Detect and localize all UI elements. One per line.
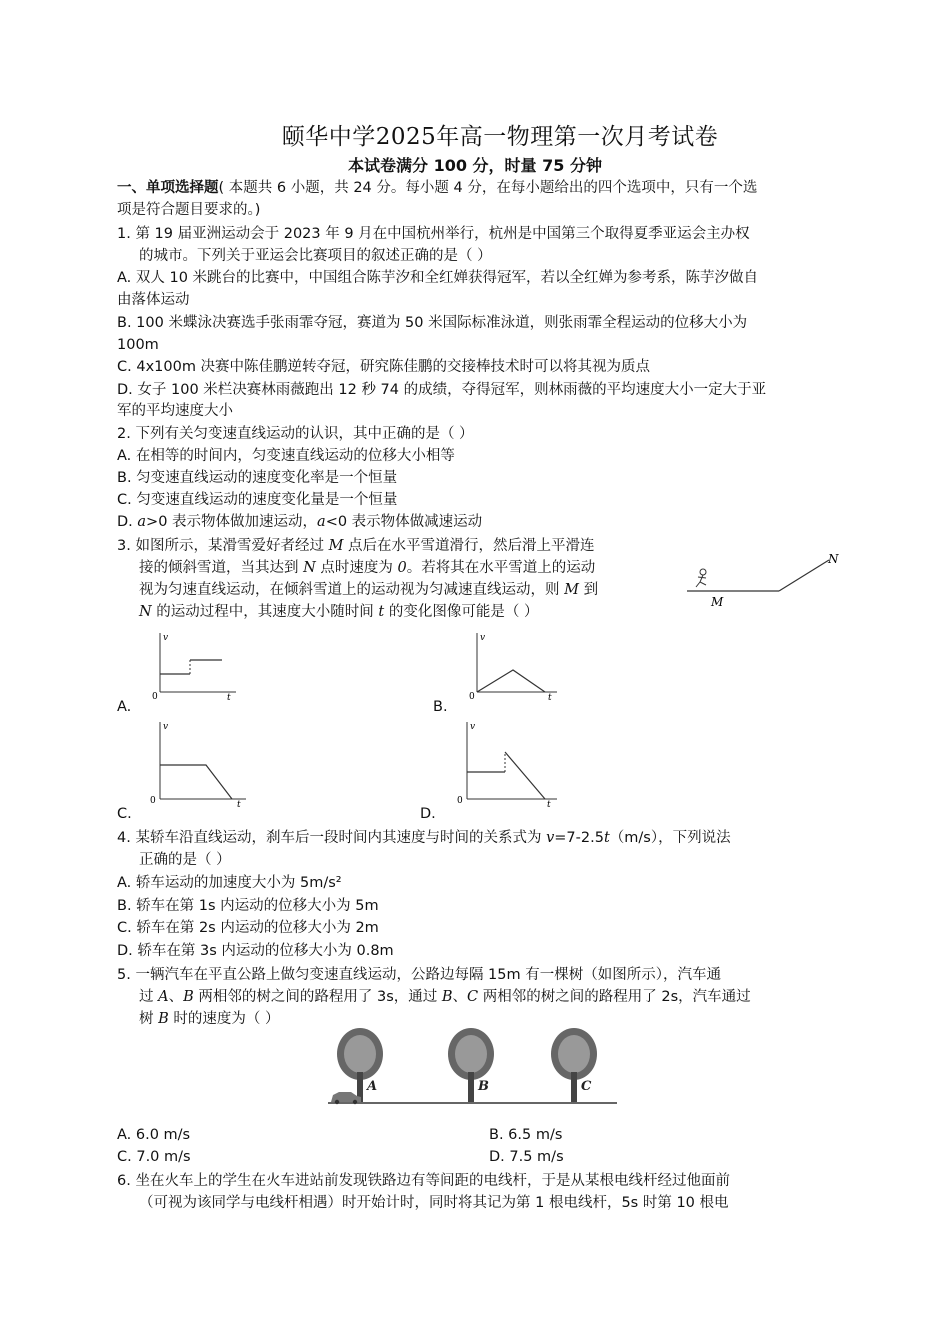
q3-stem-line1: 3. 如图所示，某滑雪爱好者经过 M 点后在水平雪道滑行，然后滑上平滑连	[117, 538, 595, 554]
q1-option-a-line2: 由落体运动	[117, 292, 190, 308]
v-axis-label: v	[163, 722, 169, 732]
tree-a-label: A	[367, 1079, 378, 1094]
q4-option-b: B. 轿车在第 1s 内运动的位移大小为 5m	[117, 898, 379, 914]
q4-stem-line2: 正确的是（ ）	[139, 852, 231, 868]
q5-option-d: D. 7.5 m/s	[489, 1149, 564, 1165]
point-n-label: N	[828, 552, 839, 566]
q6-stem-line2: （可视为该同学与电线杆相遇）时开始计时，同时将其记为第 1 根电线杆，5s 时第 10 根电	[139, 1195, 729, 1211]
q3-option-a-label: A.	[117, 699, 132, 715]
incline-track	[779, 560, 829, 591]
tree-b-label: B	[478, 1079, 489, 1094]
q3-graph-b	[467, 628, 562, 700]
q5-option-c: C. 7.0 m/s	[117, 1149, 191, 1165]
q5-stem-line3: 树 B 时的速度为（ ）	[139, 1011, 280, 1027]
exam-title: 颐华中学2025年高一物理第一次月考试卷	[281, 124, 719, 150]
q5-stem-line1: 5. 一辆汽车在平直公路上做匀变速直线运动，公路边每隔 15m 有一棵树（如图所示），汽车通	[117, 967, 721, 983]
tree-c-label: C	[581, 1079, 592, 1094]
curve-segment	[160, 765, 232, 799]
origin-label: 0	[152, 692, 158, 700]
t-axis-label: t	[548, 693, 552, 700]
q1-option-b-line2: 100m	[117, 337, 159, 353]
exam-subtitle: 本试卷满分 100 分，时量 75 分钟	[348, 156, 602, 175]
q3-stem-line3: 视为匀速直线运动，在倾斜雪道上的运动视为匀减速直线运动，则 M 到	[139, 582, 599, 598]
curve-segment	[505, 752, 545, 799]
v-axis-label: v	[480, 633, 486, 643]
section-intro-line1: 一、单项选择题( 本题共 6 小题，共 24 分。每小题 4 分，在每小题给出的四个选项中，只有一个选	[117, 180, 758, 196]
v-axis-label: v	[163, 633, 169, 643]
v-axis-label: v	[470, 722, 476, 732]
q3-graph-a	[150, 628, 240, 700]
q4-option-a: A. 轿车运动的加速度大小为 5m/s²	[117, 875, 342, 891]
q1-option-b-line1: B. 100 米蝶泳决赛选手张雨霏夺冠，赛道为 50 米国际标准泳道，则张雨霏全程运动的位移大小为	[117, 315, 748, 331]
q3-option-b-label: B.	[433, 699, 448, 715]
q3-option-c-label: C.	[117, 806, 132, 822]
section-intro-line2: 项是符合题目要求的。)	[117, 202, 261, 218]
q1-option-a-line1: A. 双人 10 米跳台的比赛中，中国组合陈芋汐和全红婵获得冠军，若以全红婵为参考系，陈芋汐做自	[117, 270, 759, 286]
skier-icon	[696, 569, 706, 587]
q4-option-d: D. 轿车在第 3s 内运动的位移大小为 0.8m	[117, 943, 394, 959]
t-axis-label: t	[547, 800, 551, 807]
q1-stem-line2: 的城市。下列关于亚运会比赛项目的叙述正确的是（ ）	[139, 248, 492, 264]
q3-stem-line4: N 的运动过程中，其速度大小随时间 t 的变化图像可能是（ ）	[139, 604, 539, 620]
origin-label: 0	[457, 796, 463, 806]
section-heading: 一、单项选择题	[117, 180, 219, 196]
q1-stem-line1: 1. 第 19 届亚洲运动会于 2023 年 9 月在中国杭州举行，杭州是中国第三个取得夏季亚运会主办权	[117, 226, 750, 242]
q1-option-d-line2: 军的平均速度大小	[117, 403, 233, 419]
q1-option-d-line1: D. 女子 100 米栏决赛林雨薇跑出 12 秒 74 的成绩，夺得冠军，则林雨薇的平均速度大小一定大于亚	[117, 382, 767, 398]
q5-option-b: B. 6.5 m/s	[489, 1127, 563, 1143]
curve-segment	[477, 670, 545, 692]
q3-option-d-label: D.	[420, 806, 436, 822]
q2-option-b: B. 匀变速直线运动的速度变化率是一个恒量	[117, 470, 398, 486]
q1-option-c: C. 4x100m 决赛中陈佳鹏逆转夺冠，研究陈佳鹏的交接棒技术时可以将其视为质点	[117, 359, 651, 375]
origin-label: 0	[469, 692, 475, 700]
q3-ski-slope-figure	[684, 545, 844, 610]
q2-option-a: A. 在相等的时间内，匀变速直线运动的位移大小相等	[117, 448, 455, 464]
q5-trees-figure	[325, 1024, 620, 1108]
t-axis-label: t	[227, 693, 231, 700]
q5-option-a: A. 6.0 m/s	[117, 1127, 191, 1143]
q4-option-c: C. 轿车在第 2s 内运动的位移大小为 2m	[117, 920, 379, 936]
t-axis-label: t	[237, 800, 241, 807]
q6-stem-line1: 6. 坐在火车上的学生在火车进站前发现铁路边有等间距的电线杆，于是从某根电线杆经过他面前	[117, 1173, 730, 1189]
q2-option-c: C. 匀变速直线运动的速度变化量是一个恒量	[117, 492, 398, 508]
q3-graph-c	[150, 717, 250, 807]
q2-option-d: D. a>0 表示物体做加速运动，a<0 表示物体做减速运动	[117, 514, 483, 530]
q4-stem-line1: 4. 某轿车沿直线运动，刹车后一段时间内其速度与时间的关系式为 v=7-2.5t（m/s），下列说法	[117, 830, 731, 846]
q3-graph-d	[457, 717, 562, 807]
q2-stem: 2. 下列有关匀变速直线运动的认识，其中正确的是（ ）	[117, 426, 474, 442]
point-m-label: M	[711, 595, 724, 609]
q3-stem-line2: 接的倾斜雪道，当其达到 N 点时速度为 0。若将其在水平雪道上的运动	[139, 560, 596, 576]
origin-label: 0	[150, 796, 156, 806]
q5-stem-line2: 过 A、B 两相邻的树之间的路程用了 3s，通过 B、C 两相邻的树之间的路程用了 2s，汽车通过	[139, 989, 751, 1005]
